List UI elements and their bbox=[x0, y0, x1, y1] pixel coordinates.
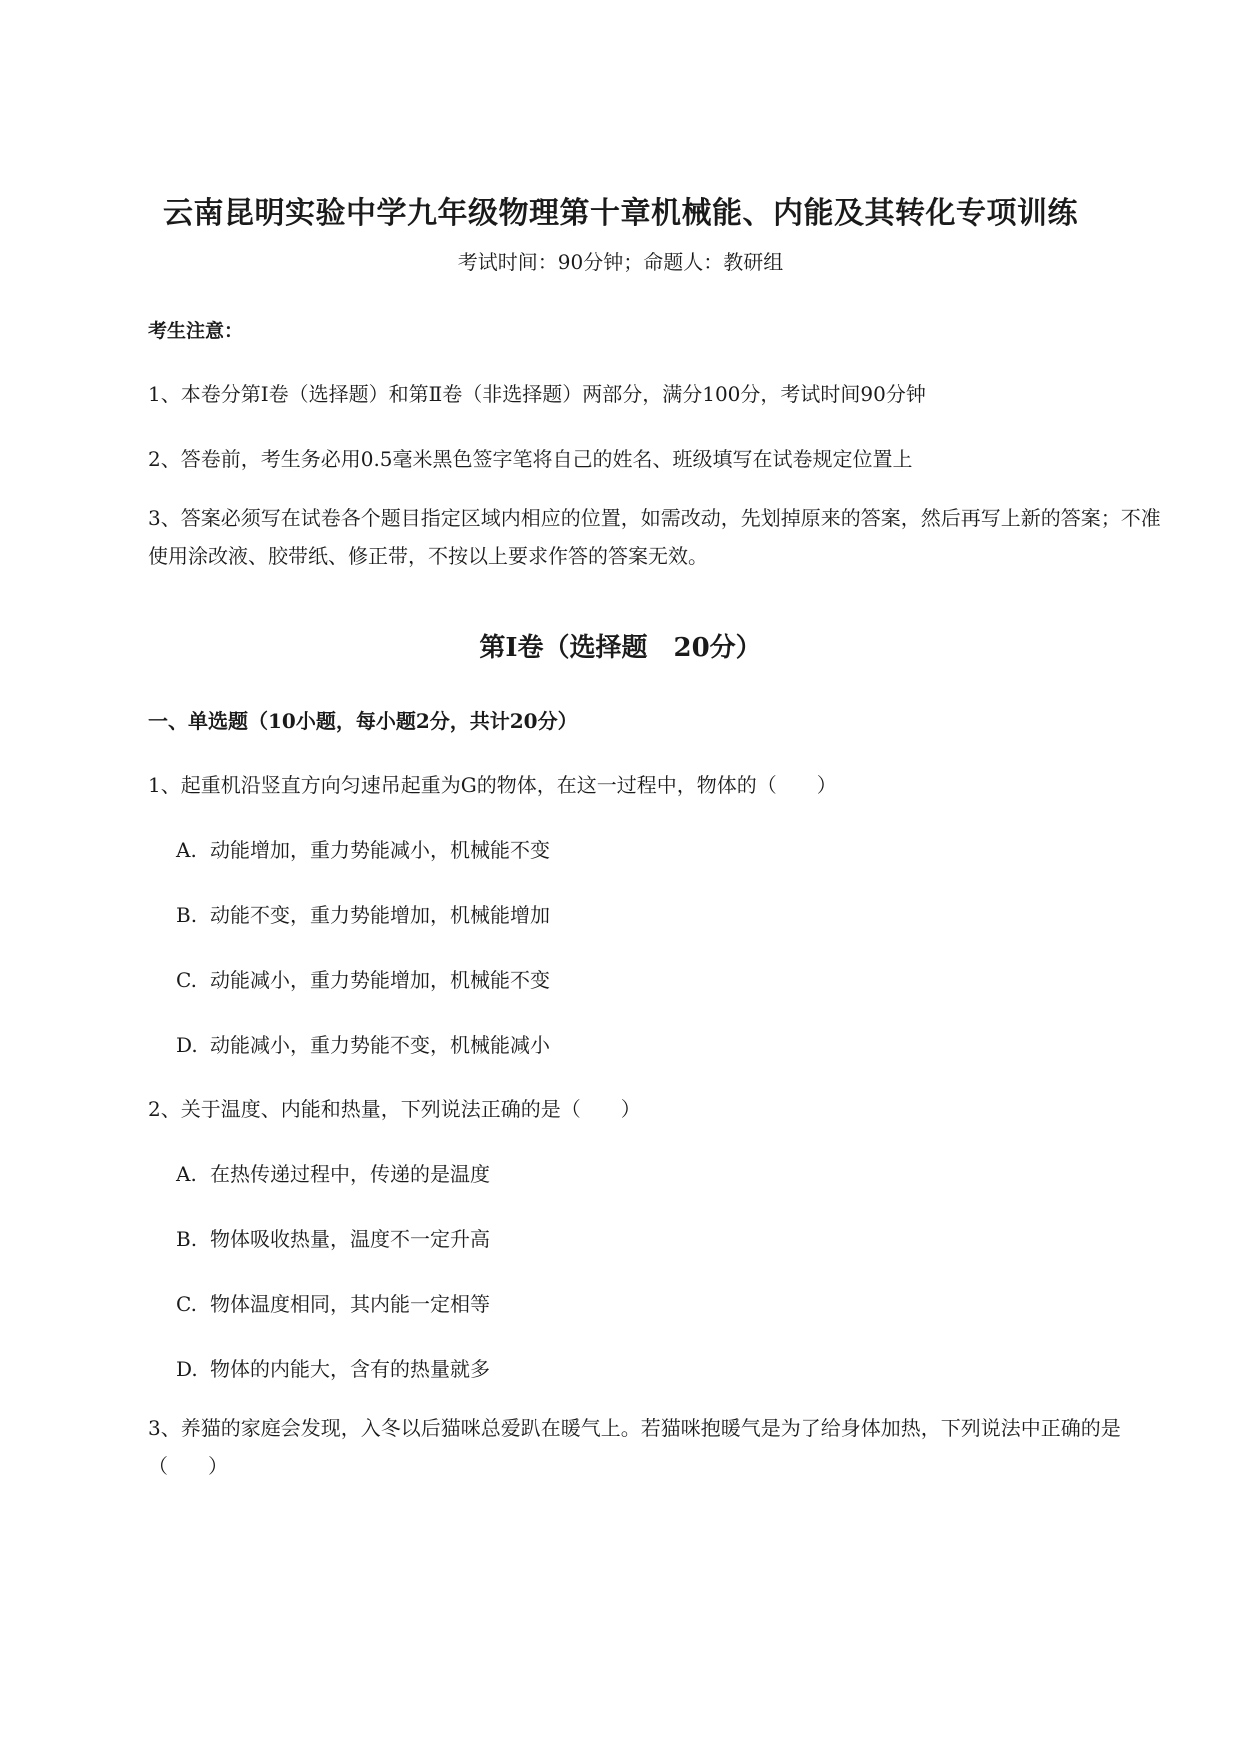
question-2-option-d bbox=[176, 1353, 490, 1382]
part-heading: 一、单选题（10小题，每小题2分，共计20分） bbox=[148, 709, 578, 733]
option-text: 动能减小，重力势能不变，机械能减小 bbox=[210, 1033, 550, 1057]
option-text: 物体吸收热量，温度不一定升高 bbox=[210, 1227, 490, 1251]
question-1-option-b bbox=[176, 899, 550, 928]
question-2-option-a bbox=[176, 1158, 490, 1187]
option-text: 物体温度相同，其内能一定相等 bbox=[210, 1292, 490, 1316]
option-text: 物体的内能大，含有的热量就多 bbox=[210, 1357, 490, 1381]
question-1-option-d bbox=[176, 1029, 550, 1058]
notice-heading: 考生注意： bbox=[148, 320, 244, 342]
section-title: 第I卷（选择题 20分） bbox=[479, 633, 762, 663]
notice-item-1: 1、本卷分第I卷（选择题）和第Ⅱ卷（非选择题）两部分，满分100分，考试时间90分钟 bbox=[148, 382, 926, 406]
option-letter: B. bbox=[176, 903, 198, 927]
option-letter: C. bbox=[176, 968, 197, 992]
question-2-stem: 2、关于温度、内能和热量，下列说法正确的是（ ） bbox=[148, 1097, 641, 1121]
option-letter: D. bbox=[176, 1357, 198, 1381]
option-text: 动能减小，重力势能增加，机械能不变 bbox=[210, 968, 550, 992]
question-2-option-b bbox=[176, 1223, 490, 1252]
exam-info: 考试时间：90分钟；命题人：教研组 bbox=[457, 250, 784, 274]
option-letter: D. bbox=[176, 1033, 198, 1057]
question-1-option-a bbox=[176, 834, 550, 863]
question-3-stem: 3、养猫的家庭会发现，入冬以后猫咪总爱趴在暖气上。若猫咪抱暖气是为了给身体加热，下列说法中正确的是（ ） bbox=[148, 1416, 1121, 1478]
option-letter: C. bbox=[176, 1292, 197, 1316]
option-text: 在热传递过程中，传递的是温度 bbox=[210, 1162, 490, 1186]
option-text: 动能不变，重力势能增加，机械能增加 bbox=[210, 903, 550, 927]
option-letter: A. bbox=[176, 838, 197, 862]
notice-item-3: 3、答案必须写在试卷各个题目指定区域内相应的位置，如需改动，先划掉原来的答案，然后再写上新的答案；不准使用涂改液、胶带纸、修正带，不按以上要求作答的答案无效。 bbox=[148, 506, 1161, 568]
page-title: 云南昆明实验中学九年级物理第十章机械能、内能及其转化专项训练 bbox=[163, 196, 1078, 231]
question-1-stem: 1、起重机沿竖直方向匀速吊起重为G的物体，在这一过程中，物体的（ ） bbox=[148, 773, 837, 797]
question-1-option-c bbox=[176, 964, 550, 993]
option-letter: A. bbox=[176, 1162, 197, 1186]
option-text: 动能增加，重力势能减小，机械能不变 bbox=[210, 838, 550, 862]
option-letter: B. bbox=[176, 1227, 198, 1251]
notice-item-2: 2、答卷前，考生务必用0.5毫米黑色签字笔将自己的姓名、班级填写在试卷规定位置上 bbox=[148, 447, 913, 471]
question-2-option-c bbox=[176, 1288, 490, 1317]
